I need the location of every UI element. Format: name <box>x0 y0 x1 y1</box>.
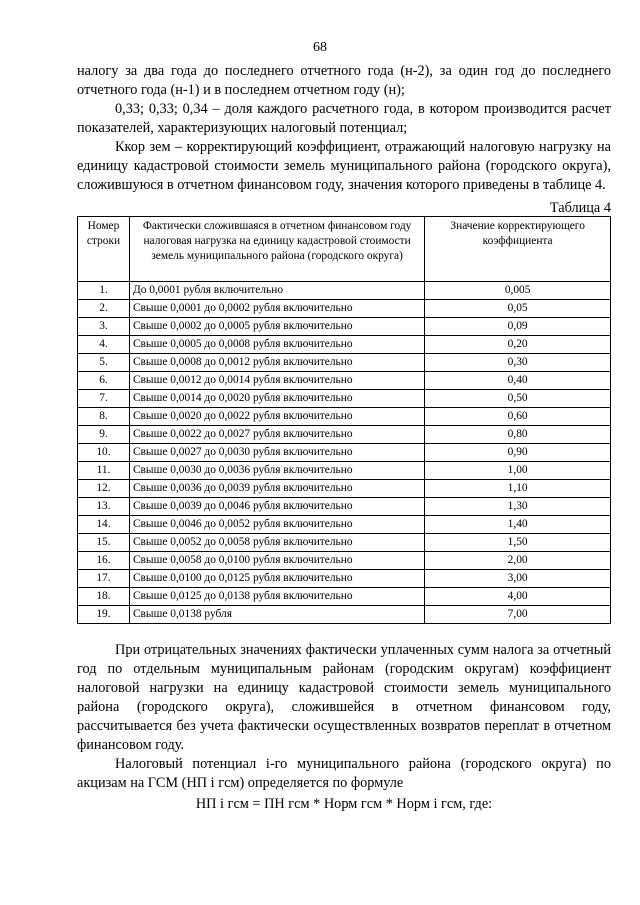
table-body <box>78 282 611 624</box>
row-number-cell: 15. <box>78 534 130 552</box>
tax-load-cell: Свыше 0,0008 до 0,0012 рубля включительно <box>129 354 424 372</box>
table-row <box>78 408 611 426</box>
table-row <box>78 372 611 390</box>
paragraph-gsm-potential: Налоговый потенциал i-го муниципального района (городского округа) по акцизам на ГСМ (НП i гсм) определяется по формуле <box>77 756 611 791</box>
coefficient-cell: 0,80 <box>425 426 611 444</box>
table-row <box>78 300 611 318</box>
tax-load-cell: Свыше 0,0058 до 0,0100 рубля включительно <box>129 552 424 570</box>
tax-load-cell: Свыше 0,0027 до 0,0030 рубля включительно <box>129 444 424 462</box>
formula: НП i гсм = ПН гсм * Норм гсм * Норм i гсм, где: <box>195 796 493 812</box>
tax-load-cell: Свыше 0,0138 рубля <box>129 606 424 624</box>
paragraph-continuation: налогу за два года до последнего отчетного года (н-2), за один год до последнего отчетного года (н-1) и в последнем отчетном году (н); <box>77 63 611 98</box>
row-number-cell: 2. <box>78 300 130 318</box>
tax-load-cell: До 0,0001 рубля включительно <box>129 282 424 300</box>
tax-load-cell: Свыше 0,0030 до 0,0036 рубля включительно <box>129 462 424 480</box>
table-row <box>78 588 611 606</box>
row-number-cell: 7. <box>78 390 130 408</box>
coefficient-cell: 1,00 <box>425 462 611 480</box>
row-number-cell: 16. <box>78 552 130 570</box>
tax-load-cell: Свыше 0,0014 до 0,0020 рубля включительно <box>129 390 424 408</box>
tax-load-cell: Свыше 0,0022 до 0,0027 рубля включительно <box>129 426 424 444</box>
row-number-cell: 14. <box>78 516 130 534</box>
row-number-cell: 17. <box>78 570 130 588</box>
coefficient-cell: 0,30 <box>425 354 611 372</box>
table-caption: Таблица 4 <box>549 200 611 216</box>
coefficient-cell: 4,00 <box>425 588 611 606</box>
table-row <box>78 606 611 624</box>
table-row <box>78 318 611 336</box>
table-row <box>78 390 611 408</box>
coefficient-cell: 0,05 <box>425 300 611 318</box>
coefficient-cell: 3,00 <box>425 570 611 588</box>
row-number-cell: 12. <box>78 480 130 498</box>
table-row <box>78 336 611 354</box>
coefficient-cell: 1,10 <box>425 480 611 498</box>
coefficient-cell: 1,30 <box>425 498 611 516</box>
tax-load-cell: Свыше 0,0036 до 0,0039 рубля включительно <box>129 480 424 498</box>
tax-load-cell: Свыше 0,0002 до 0,0005 рубля включительно <box>129 318 424 336</box>
tax-load-cell: Свыше 0,0125 до 0,0138 рубля включительно <box>129 588 424 606</box>
paragraph-shares: 0,33; 0,33; 0,34 – доля каждого расчетного года, в котором производится расчет показателей, характеризующих налоговый потенциал; <box>77 101 611 136</box>
coefficient-cell: 0,60 <box>425 408 611 426</box>
row-number-cell: 9. <box>78 426 130 444</box>
table-row <box>78 516 611 534</box>
tax-load-cell: Свыше 0,0020 до 0,0022 рубля включительно <box>129 408 424 426</box>
tax-load-cell: Свыше 0,0001 до 0,0002 рубля включительно <box>129 300 424 318</box>
tax-load-cell: Свыше 0,0012 до 0,0014 рубля включительно <box>129 372 424 390</box>
tax-load-cell: Свыше 0,0039 до 0,0046 рубля включительно <box>129 498 424 516</box>
table-row <box>78 462 611 480</box>
row-number-cell: 11. <box>78 462 130 480</box>
paragraph-negative-values: При отрицательных значениях фактически уплаченных сумм налога за отчетный год по отдельным муниципальным районам (городским округам) коэффициент налоговой нагрузки на единицу кадастровой стоимости земель муниципального района (городского округа), сложившейся в отчетном финансовом году, рассчитывается без учета фактически осуществленных возвратов переплат в отчетном финансовом году. <box>77 642 611 753</box>
coefficient-cell: 7,00 <box>425 606 611 624</box>
row-number-cell: 3. <box>78 318 130 336</box>
top-text <box>77 62 611 195</box>
coefficient-cell: 0,005 <box>425 282 611 300</box>
row-number-cell: 10. <box>78 444 130 462</box>
tax-load-cell: Свыше 0,0046 до 0,0052 рубля включительно <box>129 516 424 534</box>
coefficient-table <box>77 216 611 624</box>
row-number-cell: 18. <box>78 588 130 606</box>
table-row <box>78 444 611 462</box>
paragraph-kkor-definition: Ккор зем – корректирующий коэффициент, отражающий налоговую нагрузку на единицу кадастровой стоимости земель муниципального района (городского округа), сложившуюся в отчетном финансовом году, значения которого приведены в таблице 4. <box>77 139 611 193</box>
table-row <box>78 552 611 570</box>
header-coefficient: Значение корректирующего коэффициента <box>425 217 611 282</box>
table-row <box>78 354 611 372</box>
bottom-text <box>77 641 611 793</box>
tax-load-cell: Свыше 0,0100 до 0,0125 рубля включительно <box>129 570 424 588</box>
table-row <box>78 426 611 444</box>
coefficient-cell: 0,09 <box>425 318 611 336</box>
coefficient-cell: 0,90 <box>425 444 611 462</box>
tax-load-cell: Свыше 0,0005 до 0,0008 рубля включительно <box>129 336 424 354</box>
row-number-cell: 1. <box>78 282 130 300</box>
coefficient-cell: 1,50 <box>425 534 611 552</box>
table-row <box>78 282 611 300</box>
row-number-cell: 19. <box>78 606 130 624</box>
row-number-cell: 4. <box>78 336 130 354</box>
table-header-row <box>78 217 611 282</box>
row-number-cell: 5. <box>78 354 130 372</box>
coefficient-cell: 0,20 <box>425 336 611 354</box>
header-row-number: Номер строки <box>78 217 130 282</box>
coefficient-cell: 0,40 <box>425 372 611 390</box>
header-tax-load: Фактически сложившаяся в отчетном финансовом году налоговая нагрузка на единицу кадастровой стоимости земель муниципального района (городского округа) <box>129 217 424 282</box>
table-row <box>78 498 611 516</box>
row-number-cell: 6. <box>78 372 130 390</box>
row-number-cell: 8. <box>78 408 130 426</box>
row-number-cell: 13. <box>78 498 130 516</box>
table-row <box>78 480 611 498</box>
table-row <box>78 534 611 552</box>
tax-load-cell: Свыше 0,0052 до 0,0058 рубля включительно <box>129 534 424 552</box>
coefficient-cell: 2,00 <box>425 552 611 570</box>
page-number: 68 <box>313 40 327 55</box>
table-row <box>78 570 611 588</box>
coefficient-cell: 0,50 <box>425 390 611 408</box>
coefficient-cell: 1,40 <box>425 516 611 534</box>
